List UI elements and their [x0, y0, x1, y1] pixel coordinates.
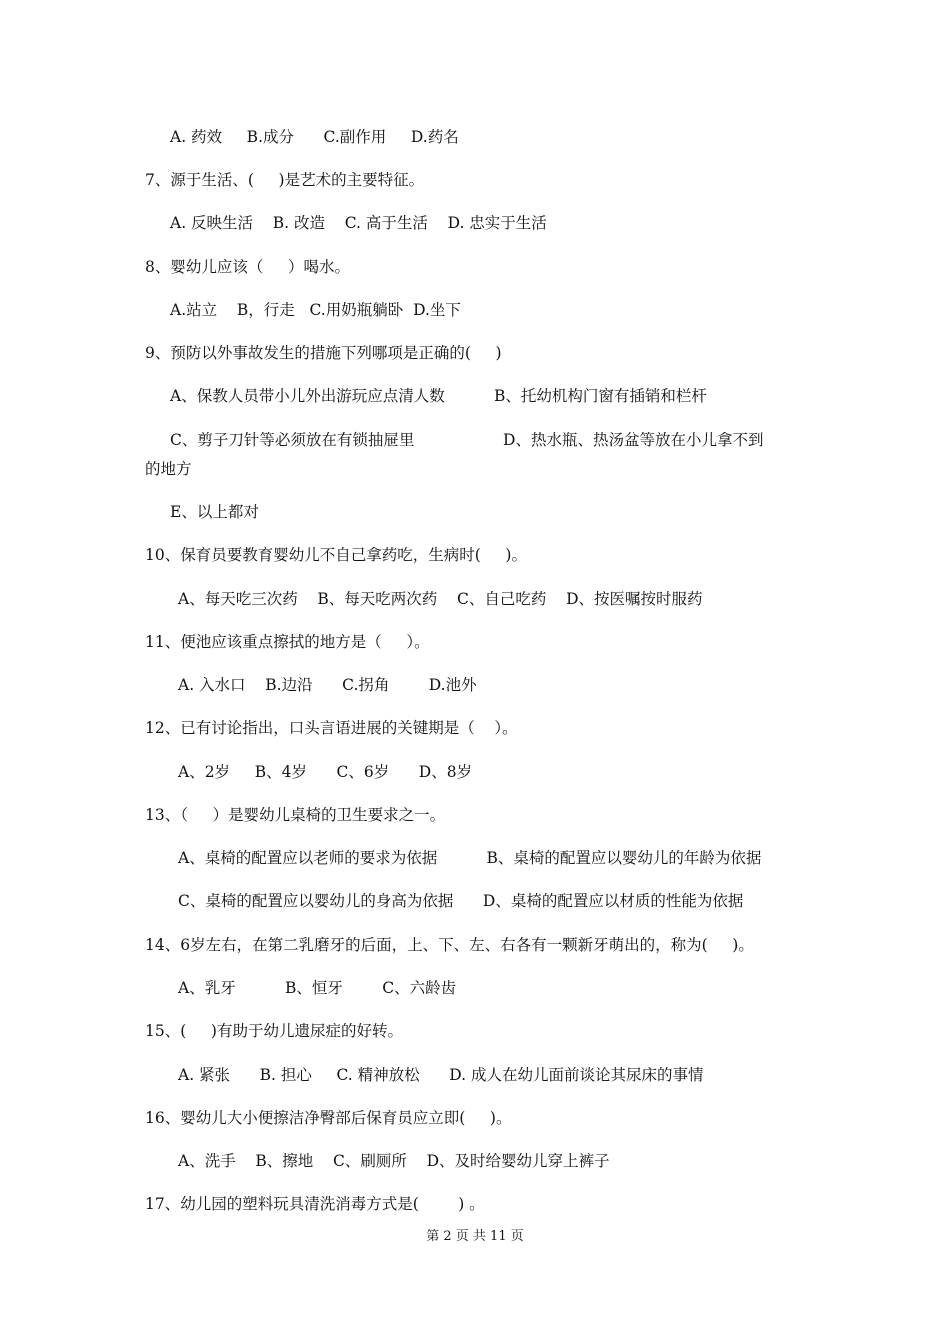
q12-options: A、2岁 B、4岁 C、6岁 D、8岁 — [178, 763, 473, 781]
q16-question: 16、婴幼儿大小便擦洁净臀部后保育员应立即( )。 — [145, 1109, 512, 1127]
q9-option-e: E、以上都对 — [170, 503, 259, 521]
q11-options: A. 入水口 B.边沿 C.拐角 D.池外 — [178, 676, 477, 694]
q8-question: 8、婴幼儿应该（ ）喝水。 — [145, 258, 350, 276]
page-footer: 第 2 页 共 11 页 — [426, 1229, 524, 1244]
q9-question: 9、预防以外事故发生的措施下列哪项是正确的( ) — [145, 344, 502, 362]
q14-options: A、乳牙 B、恒牙 C、六龄齿 — [178, 979, 457, 997]
q13-options-ab: A、桌椅的配置应以老师的要求为依据 B、桌椅的配置应以婴幼儿的年龄为依据 — [178, 849, 762, 867]
q15-options: A. 紧张 B. 担心 C. 精神放松 D. 成人在幼儿面前谈论其尿床的事情 — [178, 1066, 704, 1084]
q10-question: 10、保育员要教育婴幼儿不自己拿药吃，生病时( )。 — [145, 546, 527, 564]
q7-options: A. 反映生活 B. 改造 C. 高于生活 D. 忠实于生活 — [170, 214, 547, 232]
q9-options-cd-continued: 的地方 — [145, 460, 192, 478]
q7-question: 7、源于生活、( )是艺术的主要特征。 — [145, 171, 425, 189]
q13-question: 13、（ ）是婴幼儿桌椅的卫生要求之一。 — [145, 806, 446, 824]
q10-options: A、每天吃三次药 B、每天吃两次药 C、自己吃药 D、按医嘱按时服药 — [178, 590, 703, 608]
q13-options-cd: C、桌椅的配置应以婴幼儿的身高为依据 D、桌椅的配置应以材质的性能为依据 — [178, 892, 744, 910]
q6-options: A. 药效 B.成分 C.副作用 D.药名 — [170, 128, 459, 146]
q14-question: 14、6岁左右，在第二乳磨牙的后面，上、下、左、右各有一颗新牙萌出的，称为( )。 — [145, 936, 754, 954]
q17-question: 17、幼儿园的塑料玩具清洗消毒方式是( ) 。 — [145, 1195, 485, 1213]
q16-options: A、洗手 B、擦地 C、刷厕所 D、及时给婴幼儿穿上裤子 — [178, 1152, 610, 1170]
q11-question: 11、便池应该重点擦拭的地方是（ ）。 — [145, 633, 430, 651]
q15-question: 15、( )有助于幼儿遗尿症的好转。 — [145, 1022, 403, 1040]
q9-options-cd: C、剪子刀针等必须放在有锁抽屉里 D、热水瓶、热汤盆等放在小儿拿不到 — [170, 431, 764, 449]
q8-options: A.站立 B，行走 C.用奶瓶躺卧 D.坐下 — [170, 301, 461, 319]
q9-options-ab: A、保教人员带小儿外出游玩应点清人数 B、托幼机构门窗有插销和栏杆 — [170, 387, 707, 405]
q12-question: 12、已有讨论指出，口头言语进展的关键期是（ ）。 — [145, 719, 518, 737]
